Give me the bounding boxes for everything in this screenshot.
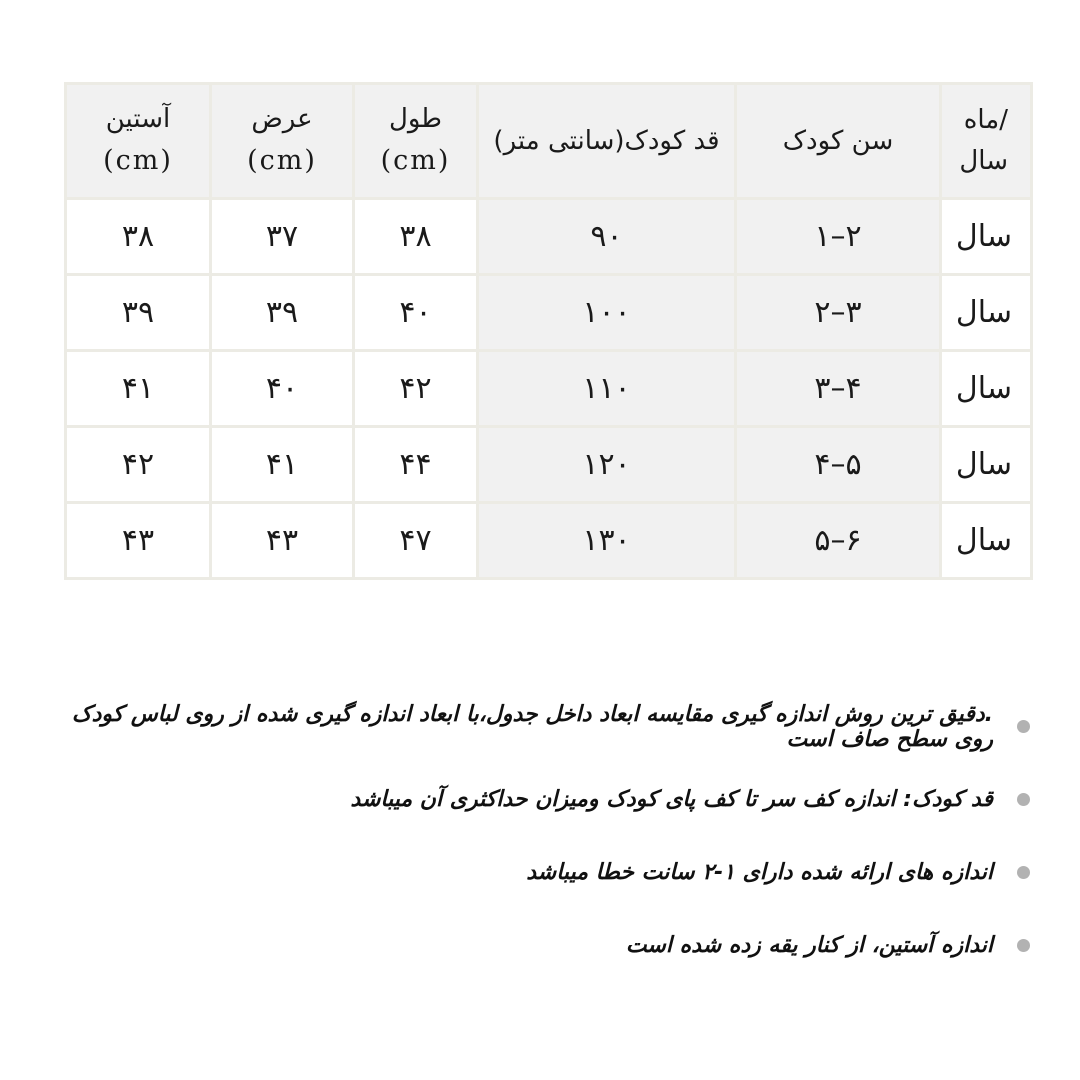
height-cell: ۱۳۰: [478, 503, 736, 579]
table-header-row: [66, 84, 1032, 199]
height-cell: ۱۰۰: [478, 275, 736, 351]
age-cell: ۱–۲: [736, 199, 941, 275]
height-cell: ۱۱۰: [478, 351, 736, 427]
sleeve-cell: ۳۸: [66, 199, 211, 275]
header-child-height: قد کودک(سانتی متر): [478, 84, 736, 199]
header-width-unit: (cm): [247, 145, 317, 177]
header-year-label: سال: [959, 146, 1008, 176]
note-text: قد کودک: اندازه کف سر تا کف پای کودک ومیزان حداکثری آن میباشد: [350, 787, 993, 812]
header-sleeve-unit: (cm): [103, 145, 173, 177]
note-text: اندازه های ارائه شده دارای ۱-۲ سانت خطا میباشد: [526, 860, 993, 885]
header-month-year: [941, 84, 1032, 199]
length-cell: ۴۴: [354, 427, 478, 503]
length-cell: ۴۷: [354, 503, 478, 579]
table-row: [66, 427, 1032, 503]
unit-cell: سال: [941, 275, 1032, 351]
table-row: [66, 199, 1032, 275]
table-row: [66, 503, 1032, 579]
note-text: .دقیق ترین روش اندازه گیری مقایسه ابعاد داخل جدول،با ابعاد اندازه گیری شده از روی لباس کودک روی سطح صاف است: [71, 701, 993, 752]
header-length: [354, 84, 478, 199]
sleeve-cell: ۴۲: [66, 427, 211, 503]
height-cell: ۱۲۰: [478, 427, 736, 503]
height-cell: ۹۰: [478, 199, 736, 275]
list-item: [30, 690, 1030, 763]
age-cell: ۵–۶: [736, 503, 941, 579]
header-length-unit: (cm): [380, 145, 451, 177]
width-cell: ۴۱: [211, 427, 354, 503]
unit-cell: سال: [941, 351, 1032, 427]
length-cell: ۴۰: [354, 275, 478, 351]
length-cell: ۳۸: [354, 199, 478, 275]
bullet-icon: [1017, 939, 1030, 952]
notes-list: [30, 690, 1030, 982]
age-cell: ۴–۵: [736, 427, 941, 503]
list-item: [30, 763, 1030, 836]
header-month-label: ماه/: [963, 104, 1008, 135]
size-chart-table: [64, 82, 1033, 580]
age-cell: ۳–۴: [736, 351, 941, 427]
table-row: [66, 275, 1032, 351]
sleeve-cell: ۴۱: [66, 351, 211, 427]
width-cell: ۳۷: [211, 199, 354, 275]
unit-cell: سال: [941, 427, 1032, 503]
header-sleeve: [66, 84, 211, 199]
bullet-icon: [1017, 720, 1030, 733]
list-item: [30, 836, 1030, 909]
length-cell: ۴۲: [354, 351, 478, 427]
header-child-age: سن کودک: [736, 84, 941, 199]
width-cell: ۴۰: [211, 351, 354, 427]
sleeve-cell: ۳۹: [66, 275, 211, 351]
header-width: [211, 84, 354, 199]
sleeve-cell: ۴۳: [66, 503, 211, 579]
header-sleeve-label: آستین: [105, 104, 171, 135]
unit-cell: سال: [941, 199, 1032, 275]
unit-cell: سال: [941, 503, 1032, 579]
width-cell: ۴۳: [211, 503, 354, 579]
header-width-label: عرض: [251, 104, 313, 135]
bullet-icon: [1017, 793, 1030, 806]
header-length-label: طول: [388, 104, 442, 135]
list-item: [30, 909, 1030, 982]
note-text: اندازه آستین، از کنار یقه زده شده است: [625, 933, 993, 958]
table-row: [66, 351, 1032, 427]
bullet-icon: [1017, 866, 1030, 879]
age-cell: ۲–۳: [736, 275, 941, 351]
width-cell: ۳۹: [211, 275, 354, 351]
